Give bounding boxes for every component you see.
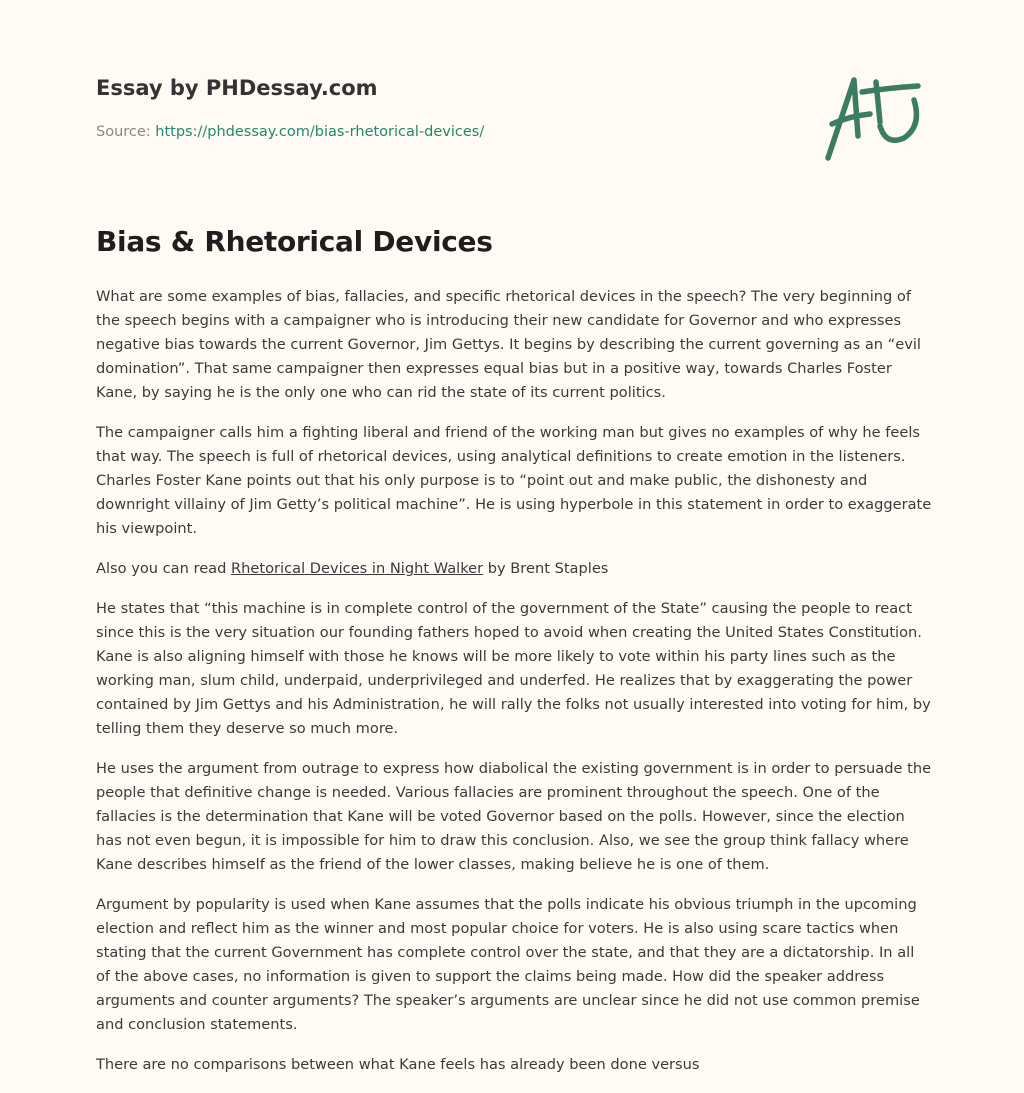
paragraph: There are no comparisons between what Kane feels has already been done versus <box>96 1056 700 1073</box>
a-plus-logo-icon <box>818 66 928 166</box>
also-read <box>96 557 932 581</box>
related-essay-link[interactable]: Rhetorical Devices in Night Walker <box>231 560 484 577</box>
paragraph: He uses the argument from outrage to express how diabolical the existing government is in order to persuade the people that definitive change is needed. Various fallacies are prominent throughout the speech. One of the fallacies is the determination that Kane will be voted Governor based on the polls. However, since the election has not even begun, it is impossible for him to draw this conclusion. Also, we see the group think fallacy where Kane describes himself as the friend of the lower classes, making believe he is one of them. <box>96 760 932 873</box>
site-brand: Essay by PHDessay.com <box>96 76 378 100</box>
paragraph: What are some examples of bias, fallacies, and specific rhetorical devices in the speech? The very beginning of the speech begins with a campaigner who is introducing their new candidate for Governor and who expresses negative bias towards the current Governor, Jim Gettys. It begins by describing the current governing as an “evil domination”. That same campaigner then expresses equal bias but in a positive way, towards Charles Foster Kane, by saying he is the only one who can rid the state of its current politics. <box>96 288 921 401</box>
source-link[interactable]: https://phdessay.com/bias-rhetorical-devices/ <box>155 124 485 140</box>
article-body <box>96 285 932 1093</box>
also-read-suffix: by Brent Staples <box>483 560 609 577</box>
paragraph: The campaigner calls him a fighting liberal and friend of the working man but gives no examples of why he feels that way. The speech is full of rhetorical devices, using analytical definitions to create emotion in the listeners. Charles Foster Kane points out that his only purpose is to “point out and make public, the dishonesty and downright villainy of Jim Getty’s political machine”. He is using hyperbole in this statement in order to exaggerate his viewpoint. <box>96 424 932 537</box>
paragraph: He states that “this machine is in complete control of the government of the State” causing the people to react since this is the very situation our founding fathers hoped to avoid when creating the United States Constitution. Kane is also aligning himself with those he knows will be more likely to vote within his party lines such as the working man, slum child, underpaid, underprivileged and underfed. He realizes that by exaggerating the power contained by Jim Gettys and his Administration, he will rally the folks not usually interested into voting for him, by telling them they deserve so much more. <box>96 600 931 737</box>
article-title: Bias & Rhetorical Devices <box>96 225 493 258</box>
source-line <box>96 124 484 140</box>
paragraph: Argument by popularity is used when Kane assumes that the polls indicate his obvious triumph in the upcoming election and reflect him as the winner and most popular choice for voters. He is also using scare tactics when stating that the current Government has complete control over the state, and that they are a dictatorship. In all of the above cases, no information is given to support the claims being made. How did the speaker address arguments and counter arguments? The speaker’s arguments are unclear since he did not use common premise and conclusion statements. <box>96 896 920 1033</box>
source-label: Source: <box>96 124 151 140</box>
also-read-prefix: Also you can read <box>96 560 232 577</box>
